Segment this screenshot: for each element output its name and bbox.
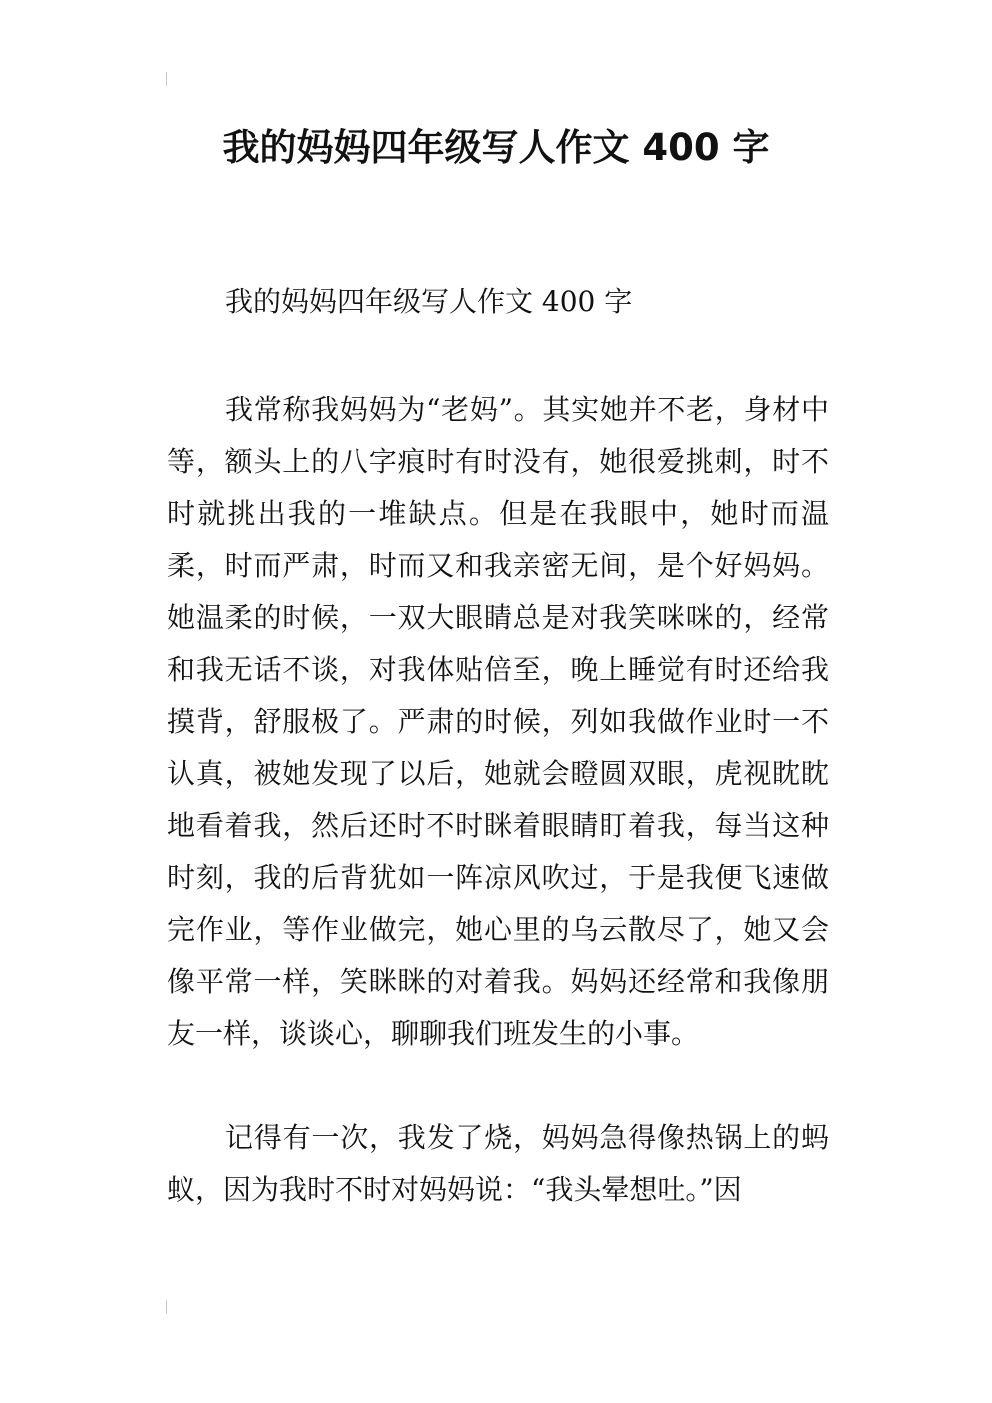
document-title: 我的妈妈四年级写人作文 400 字 — [222, 126, 770, 169]
paragraph-2: 记得有一次，我发了烧，妈妈急得像热锅上的蚂蚁，因为我时不时对妈妈说：“我头晕想吐。”因 — [167, 1121, 829, 1206]
page-corner-mark — [166, 72, 167, 86]
paragraph-1: 我常称我妈妈为“老妈”。其实她并不老，身材中等，额头上的八字痕时有时没有，她很爱挑刺，时不时就挑出我的一堆缺点。但是在我眼中，她时而温柔，时而严肃，时而又和我亲密无间，是个好妈妈。她温柔的时候，一双大眼睛总是对我笑咪咪的，经常和我无话不谈，对我体贴倍至，晚上睡觉有时还给我摸背，舒服极了。严肃的时候，列如我做作业时一不认真，被她发现了以后，她就会瞪圆双眼，虎视眈眈地看着我，然后还时不时眯着眼睛盯着我，每当这种时刻，我的后背犹如一阵凉风吹过，于是我便飞速做完作业，等作业做完，她心里的乌云散尽了，她又会像平常一样，笑眯眯的对着我。妈妈还经常和我像朋友一样，谈谈心，聊聊我们班发生的小事。 — [167, 393, 829, 1050]
document-subtitle: 我的妈妈四年级写人作文 400 字 — [225, 285, 633, 318]
document-body — [167, 276, 829, 1216]
page-corner-mark — [166, 1300, 167, 1314]
